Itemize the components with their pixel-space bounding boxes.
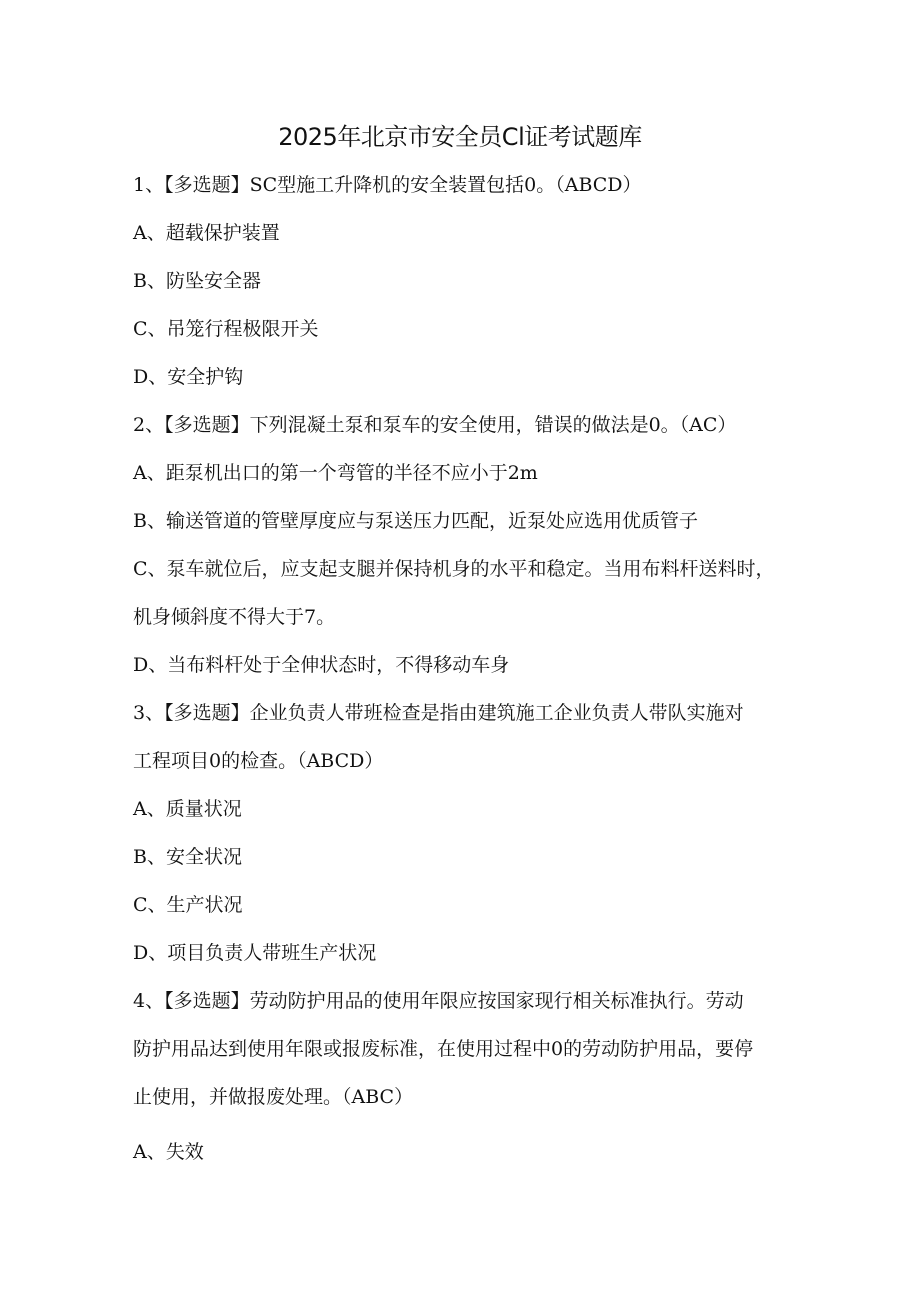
document-title: 2025年北京市安全员Cl证考试题库 bbox=[278, 123, 642, 151]
question-3-option-d: D、项目负责人带班生产状况 bbox=[133, 942, 377, 964]
question-1-option-c: C、吊笼行程极限开关 bbox=[133, 318, 319, 340]
question-1-stem: 1、【多选题】SC型施工升降机的安全装置包括0。（ABCD） bbox=[133, 174, 642, 196]
question-4-stem-continued: 防护用品达到使用年限或报废标准，在使用过程中0的劳动防护用品，要停 bbox=[133, 1038, 754, 1060]
question-4-stem-continued-2: 止使用，并做报废处理。（ABC） bbox=[133, 1086, 414, 1108]
question-2-option-d: D、当布料杆处于全伸状态时，不得移动车身 bbox=[133, 654, 510, 676]
question-2-option-c-continued: 机身倾斜度不得大于7。 bbox=[133, 606, 336, 628]
question-2-option-a: A、距泵机出口的第一个弯管的半径不应小于2m bbox=[133, 462, 538, 484]
question-1-option-d: D、安全护钩 bbox=[133, 366, 244, 388]
question-4-option-a: A、失效 bbox=[133, 1141, 204, 1163]
question-3-option-a: A、质量状况 bbox=[133, 798, 242, 820]
question-3-stem: 3、【多选题】企业负责人带班检查是指由建筑施工企业负责人带队实施对 bbox=[133, 702, 744, 724]
question-3-stem-continued: 工程项目0的检查。（ABCD） bbox=[133, 750, 384, 772]
question-2-stem: 2、【多选题】下列混凝土泵和泵车的安全使用，错误的做法是0。（AC） bbox=[133, 414, 737, 436]
question-2-option-b: B、输送管道的管壁厚度应与泵送压力匹配，近泵处应选用优质管子 bbox=[133, 510, 698, 532]
question-3-option-b: B、安全状况 bbox=[133, 846, 242, 868]
question-2-option-c: C、泵车就位后，应支起支腿并保持机身的水平和稳定。当用布料杆送料时， bbox=[133, 558, 775, 580]
question-3-option-c: C、生产状况 bbox=[133, 894, 243, 916]
question-1-option-b: B、防坠安全器 bbox=[133, 270, 261, 292]
question-1-option-a: A、超载保护装置 bbox=[133, 222, 280, 244]
question-4-stem: 4、【多选题】劳动防护用品的使用年限应按国家现行相关标准执行。劳动 bbox=[133, 990, 744, 1012]
